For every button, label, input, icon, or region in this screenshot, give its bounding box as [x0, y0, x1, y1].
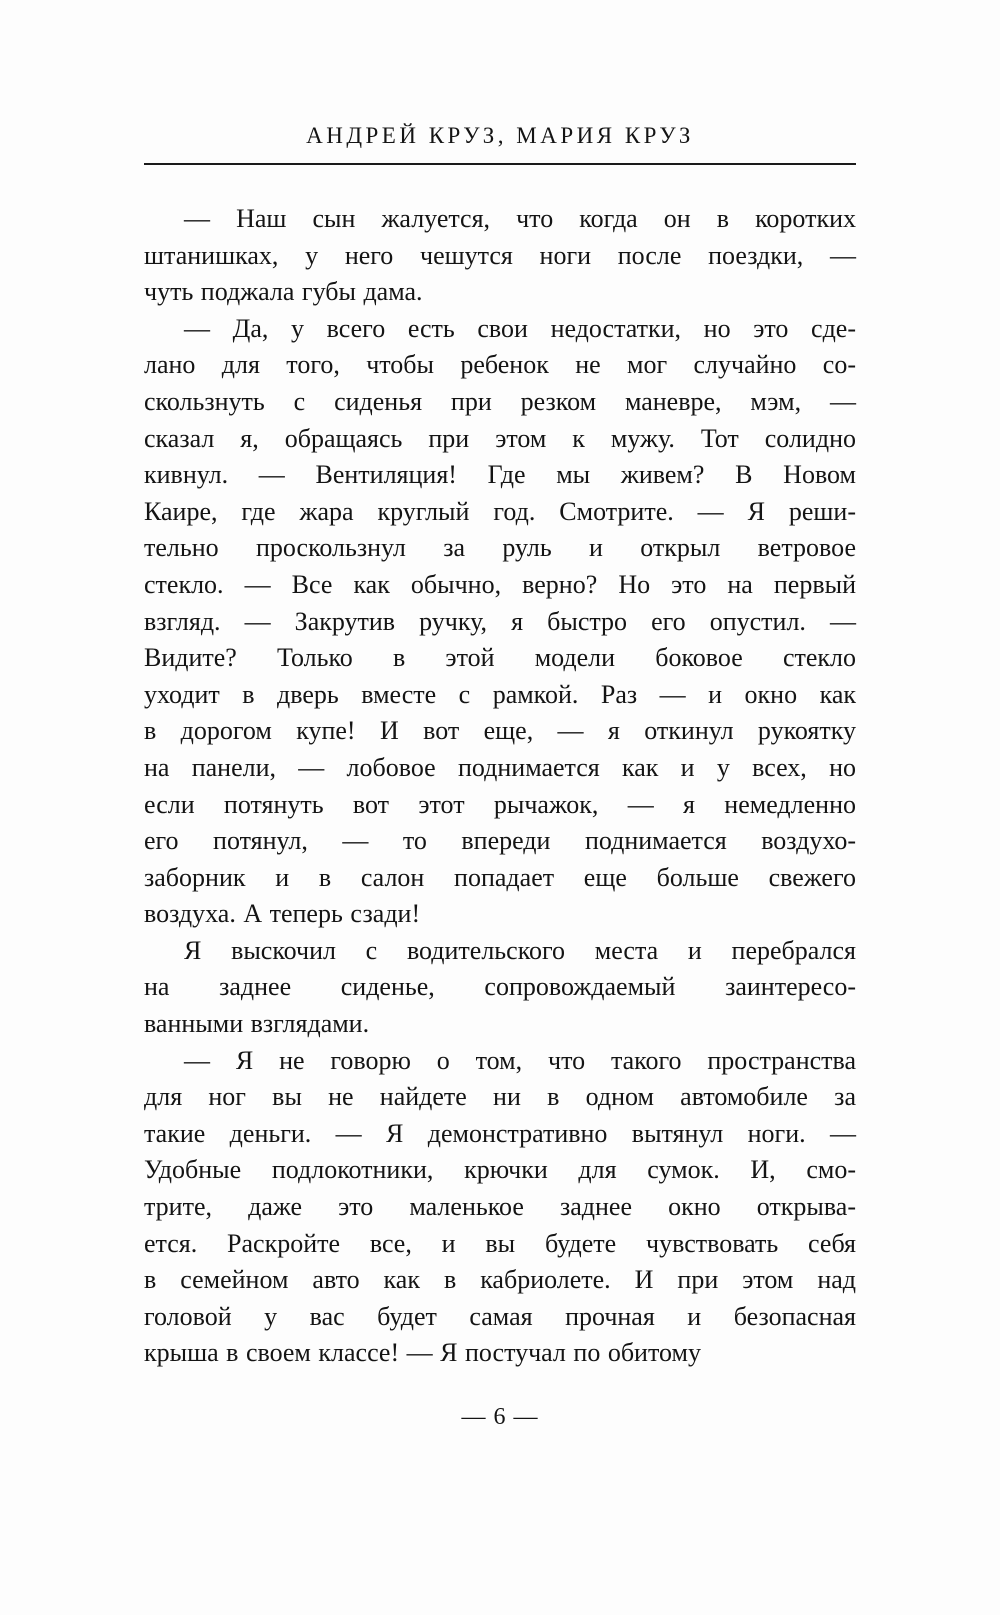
text-line: — Наш сын жалуется, что когда он в коротких	[184, 204, 856, 233]
text-line: заборник и в салон попадает еще больше свежего	[144, 862, 856, 892]
paragraph	[144, 1043, 856, 1372]
header-rule	[144, 163, 856, 165]
text-line: в дорогом купе! И вот еще, — я откинул рукоятку	[144, 716, 856, 746]
text-line: чуть поджала губы дама.	[144, 277, 423, 307]
text-line: штанишках, у него чешутся ноги после поездки, —	[144, 240, 856, 270]
text-line: взгляд. — Закрутив ручку, я быстро его опустил. —	[144, 606, 856, 636]
running-header: АНДРЕЙ КРУЗ, МАРИЯ КРУЗ	[306, 123, 694, 148]
text-line: головой у вас будет самая прочная и безопасная	[144, 1301, 856, 1331]
text-line: — Я не говорю о том, что такого пространства	[184, 1045, 856, 1075]
text-line: ется. Раскройте все, и вы будете чувствовать себя	[144, 1228, 856, 1258]
paragraph	[144, 311, 856, 933]
text-line: Удобные подлокотники, крючки для сумок. И, смо-	[144, 1155, 856, 1185]
text-line: если потянуть вот этот рычажок, — я немедленно	[144, 789, 856, 819]
page-number: — 6 —	[461, 1404, 539, 1430]
text-line: стекло. — Все как обычно, верно? Но это на первый	[144, 569, 856, 599]
text-line: лано для того, чтобы ребенок не мог случайно со-	[144, 350, 856, 380]
text-line: скользнуть с сиденья при резком маневре, мэм, —	[144, 386, 856, 416]
text-line: — Да, у всего есть свои недостатки, но это сде-	[184, 313, 856, 343]
text-line: для ног вы не найдете ни в одном автомобиле за	[144, 1082, 856, 1112]
text-line: его потянул, — то впереди поднимается воздухо-	[144, 826, 856, 856]
text-line: уходит в дверь вместе с рамкой. Раз — и окно как	[144, 679, 856, 709]
text-line: такие деньги. — Я демонстративно вытянул ноги. —	[144, 1118, 856, 1148]
text-line: воздуха. А теперь сзади!	[144, 899, 421, 929]
text-line: тельно проскользнул за руль и открыл ветровое	[144, 533, 856, 563]
paragraph	[144, 933, 856, 1043]
page-content	[144, 0, 856, 1431]
text-line: в семейном авто как в кабриолете. И при этом над	[144, 1265, 856, 1295]
text-line: Видите? Только в этой модели боковое стекло	[144, 643, 856, 673]
text-line: трите, даже это маленькое заднее окно открыва-	[144, 1192, 856, 1222]
text-line: кивнул. — Вентиляция! Где мы живем? В Новом	[144, 460, 856, 490]
text-block	[144, 201, 856, 1372]
text-line: крыша в своем классе! — Я постучал по обитому	[144, 1338, 701, 1368]
text-line: Я выскочил с водительского места и перебрался	[184, 935, 856, 965]
paragraph	[144, 201, 856, 311]
text-line: на заднее сиденье, сопровождаемый заинтересо-	[144, 972, 856, 1002]
text-line: сказал я, обращаясь при этом к мужу. Тот солидно	[144, 423, 856, 453]
text-line: ванными взглядами.	[144, 1009, 370, 1039]
text-line: на панели, — лобовое поднимается как и у всех, но	[144, 752, 856, 782]
text-line: Каире, где жара круглый год. Смотрите. — Я реши-	[144, 496, 856, 526]
